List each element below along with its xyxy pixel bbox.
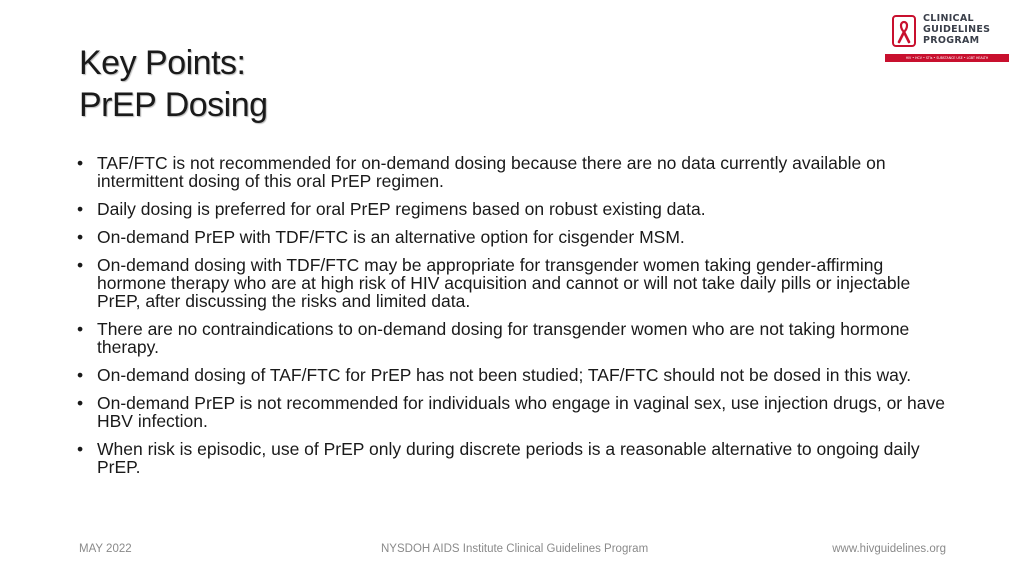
list-item <box>77 320 957 356</box>
list-item <box>77 366 957 384</box>
list-item-text: On-demand dosing with TDF/FTC may be appropriate for transgender women taking gender-affirming hormone therapy who are at high risk of HIV acquisition and cannot or will not take daily pills or injectable PrEP, after discussing the risks and limited data. <box>97 255 911 311</box>
logo-frame <box>892 15 916 47</box>
list-item <box>77 440 957 476</box>
logo-line-2: GUIDELINES <box>923 24 991 35</box>
bullet-icon: • <box>77 439 84 459</box>
list-item-text: On-demand PrEP with TDF/FTC is an alternative option for cisgender MSM. <box>97 227 685 247</box>
list-item-text: On-demand dosing of TAF/FTC for PrEP has not been studied; TAF/FTC should not be dosed in this way. <box>97 365 912 385</box>
red-ribbon-icon <box>894 17 914 45</box>
title-line-2: PrEP Dosing <box>79 86 268 124</box>
list-item <box>77 256 957 310</box>
footer-website-link[interactable]: www.hivguidelines.org <box>832 543 946 555</box>
list-item-text: There are no contraindications to on-demand dosing for transgender women who are not taking hormone therapy. <box>97 319 910 357</box>
bullet-icon: • <box>77 255 84 275</box>
bullet-icon: • <box>77 199 84 219</box>
list-item <box>77 228 957 246</box>
list-item-text: TAF/FTC is not recommended for on-demand dosing because there are no data currently available on intermittent dosing of this oral PrEP regimen. <box>97 153 886 191</box>
bullet-icon: • <box>77 227 84 247</box>
list-item <box>77 394 957 430</box>
bullet-icon: • <box>77 153 84 173</box>
slide-title <box>79 42 268 126</box>
list-item <box>77 200 957 218</box>
bullet-icon: • <box>77 365 84 385</box>
logo-tagline-bar <box>885 54 1009 62</box>
list-item-text: Daily dosing is preferred for oral PrEP regimens based on robust existing data. <box>97 199 706 219</box>
logo-line-1: CLINICAL <box>923 13 974 24</box>
list-item <box>77 154 957 190</box>
footer-date: MAY 2022 <box>79 543 132 555</box>
bullet-icon: • <box>77 319 84 339</box>
bullet-icon: • <box>77 393 84 413</box>
list-item-text: On-demand PrEP is not recommended for individuals who engage in vaginal sex, use injection drugs, or have HBV infection. <box>97 393 945 431</box>
footer-program-name: NYSDOH AIDS Institute Clinical Guidelines Program <box>381 543 649 555</box>
key-points-list <box>77 154 957 486</box>
title-line-1: Key Points: <box>79 44 246 82</box>
logo-line-3: PROGRAM <box>923 35 980 46</box>
list-item-text: When risk is episodic, use of PrEP only during discrete periods is a reasonable alternative to ongoing daily PrEP. <box>97 439 920 477</box>
logo-tagline: HIV • HCV • STIs • SUBSTANCE USE • LGBT HEALTH <box>905 56 989 60</box>
logo-wordmark <box>923 13 990 46</box>
clinical-guidelines-program-logo <box>885 12 1009 64</box>
